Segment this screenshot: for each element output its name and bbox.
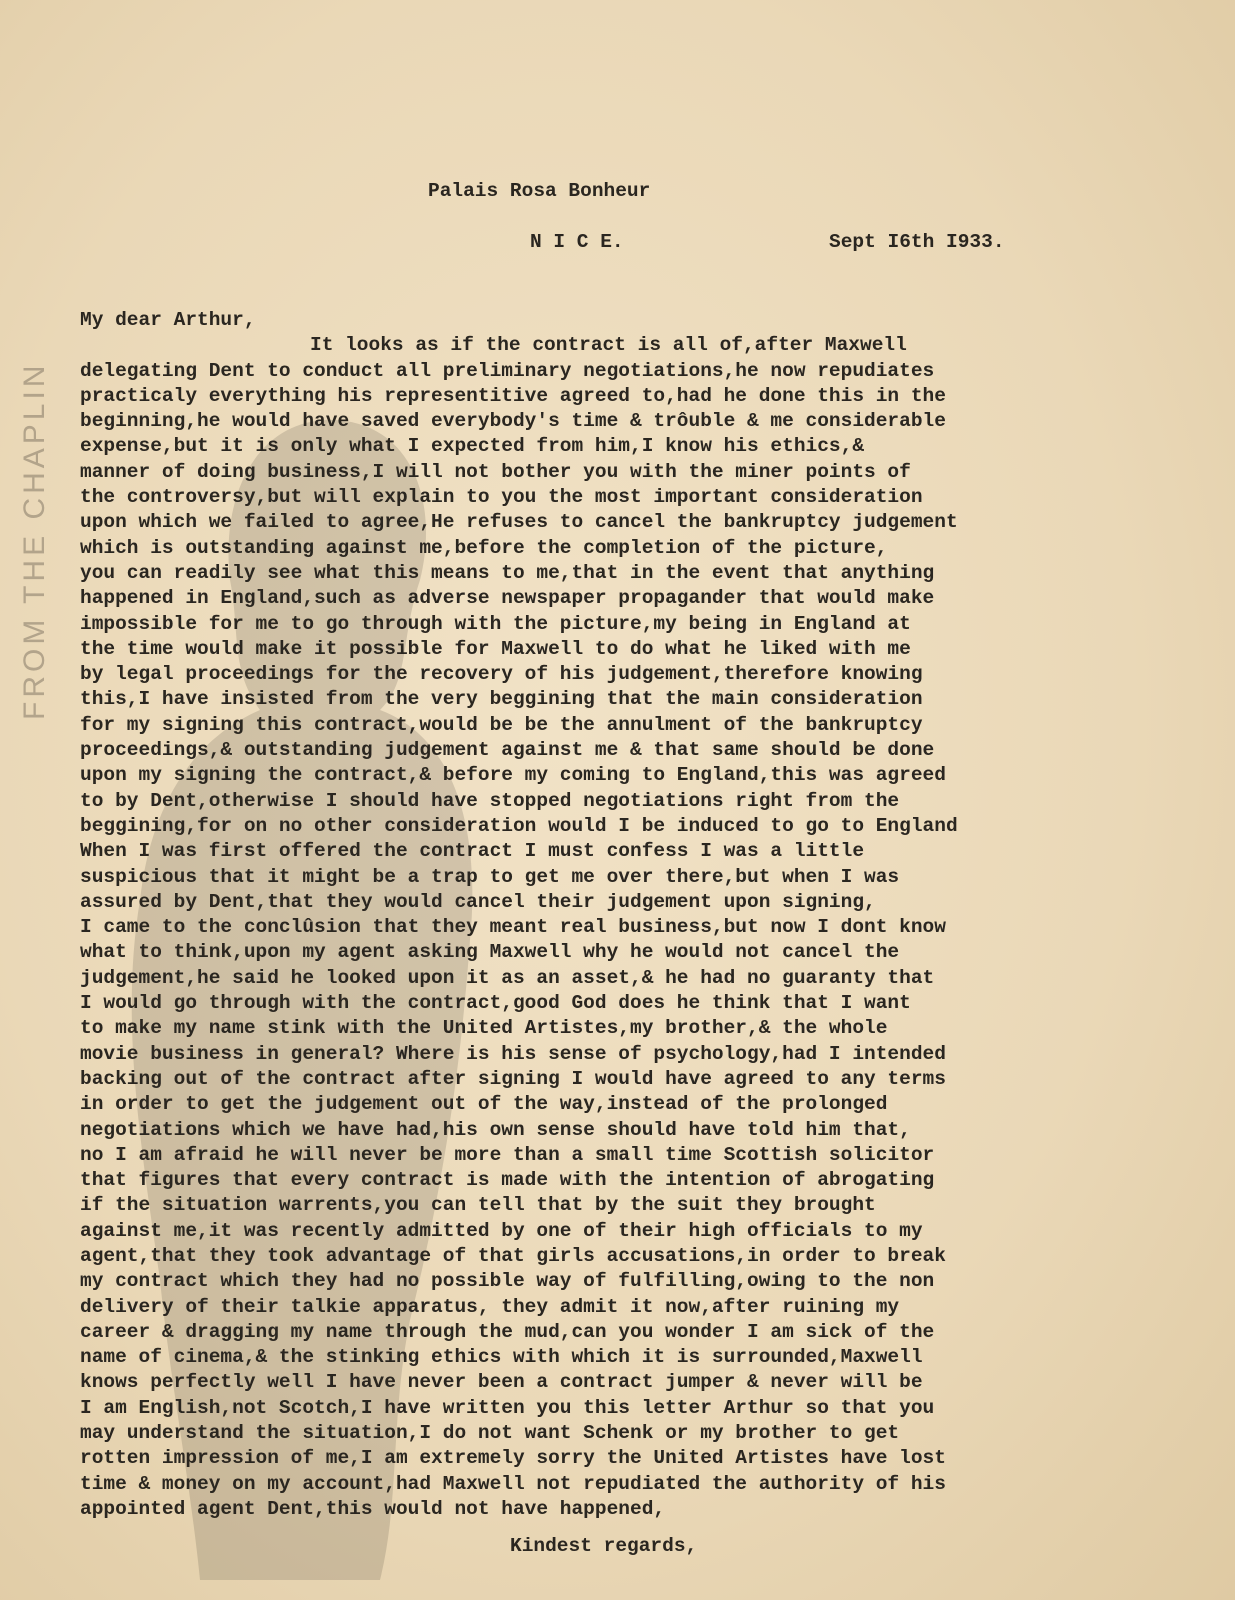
- body-line: movie business in general? Where is his sense of psychology,had I intended: [80, 1042, 946, 1065]
- body-line: It looks as if the contract is all of,after Maxwell: [310, 334, 907, 357]
- body-line: backing out of the contract after signing I would have agreed to any terms: [80, 1067, 946, 1090]
- body-line: happened in England,such as adverse newspaper propagander that would make: [80, 587, 935, 610]
- body-line: to by Dent,otherwise I should have stopped negotiations right from the: [80, 789, 900, 812]
- body-line: this,I have insisted from the very beggining that the main consideration: [80, 688, 923, 711]
- body-line: judgement,he said he looked upon it as an asset,& he had no guaranty that: [80, 966, 935, 989]
- body-line: expense,but it is only what I expected from him,I know his ethics,&: [80, 435, 865, 458]
- closing: Kindest regards,: [510, 1535, 698, 1557]
- body-line: beginning,he would have saved everybody's time & trôuble & me considerable: [80, 410, 946, 433]
- body-line: you can readily see what this means to me,that in the event that anything: [80, 561, 935, 584]
- body-line: no I am afraid he will never be more than a small time Scottish solicitor: [80, 1143, 935, 1166]
- body-line: agent,that they took advantage of that girls accusations,in order to break: [80, 1244, 946, 1267]
- letterhead-city: N I C E.: [530, 231, 624, 253]
- body-line: my contract which they had no possible way of fulfilling,owing to the non: [80, 1270, 935, 1293]
- body-line: the controversy,but will explain to you the most important consideration: [80, 486, 923, 509]
- body-line: practicaly everything his representitive agreed to,had he done this in the: [80, 384, 946, 407]
- letterhead-address: Palais Rosa Bonheur: [428, 180, 651, 202]
- body-line: proceedings,& outstanding judgement against me & that same should be done: [80, 739, 935, 762]
- body-line: if the situation warrents,you can tell that by the suit they brought: [80, 1194, 876, 1217]
- body-line: knows perfectly well I have never been a contract jumper & never will be: [80, 1371, 923, 1394]
- body-line: appointed agent Dent,this would not have happened,: [80, 1497, 666, 1520]
- body-line: I would go through with the contract,good God does he think that I want: [80, 992, 911, 1015]
- body-line: beggining,for on no other consideration would I be induced to go to England: [80, 814, 958, 837]
- body-line: manner of doing business,I will not bother you with the miner points of: [80, 460, 911, 483]
- body-line: to make my name stink with the United Artistes,my brother,& the whole: [80, 1017, 888, 1040]
- body-line: may understand the situation,I do not want Schenk or my brother to get: [80, 1422, 900, 1445]
- body-line: assured by Dent,that they would cancel their judgement upon signing,: [80, 890, 876, 913]
- letter-date: Sept I6th I933.: [829, 231, 1005, 253]
- body-line: which is outstanding against me,before the completion of the picture,: [80, 536, 888, 559]
- watermark-text: FROM THE CHAPLIN: [18, 361, 51, 720]
- body-line: by legal proceedings for the recovery of his judgement,therefore knowing: [80, 663, 923, 686]
- body-line: upon which we failed to agree,He refuses to cancel the bankruptcy judgement: [80, 511, 958, 534]
- body-line: suspicious that it might be a trap to get me over there,but when I was: [80, 865, 900, 888]
- body-line: I am English,not Scotch,I have written you this letter Arthur so that you: [80, 1396, 935, 1419]
- body-line: that figures that every contract is made with the intention of abrogating: [80, 1169, 935, 1192]
- body-line: I came to the conclûsion that they meant real business,but now I dont know: [80, 916, 946, 939]
- body-line: name of cinema,& the stinking ethics with which it is surrounded,Maxwell: [80, 1346, 923, 1369]
- body-line: against me,it was recently admitted by one of their high officials to my: [80, 1219, 923, 1242]
- body-line: upon my signing the contract,& before my coming to England,this was agreed: [80, 764, 946, 787]
- body-line: time & money on my account,had Maxwell not repudiated the authority of his: [80, 1472, 946, 1495]
- body-line: When I was first offered the contract I must confess I was a little: [80, 840, 865, 863]
- body-line: impossible for me to go through with the picture,my being in England at: [80, 612, 911, 635]
- body-line: delivery of their talkie apparatus, they admit it now,after ruining my: [80, 1295, 900, 1318]
- body-line: the time would make it possible for Maxwell to do what he liked with me: [80, 637, 911, 660]
- body-line: negotiations which we have had,his own sense should have told him that,: [80, 1118, 911, 1141]
- body-line: in order to get the judgement out of the way,instead of the prolonged: [80, 1093, 888, 1116]
- body-line: delegating Dent to conduct all preliminary negotiations,he now repudiates: [80, 359, 935, 382]
- body-line: rotten impression of me,I am extremely sorry the United Artistes have lost: [80, 1447, 946, 1470]
- letter-body: [80, 308, 1220, 1522]
- salutation: My dear Arthur,: [80, 309, 256, 331]
- body-line: career & dragging my name through the mud,can you wonder I am sick of the: [80, 1320, 935, 1343]
- body-line: for my signing this contract,would be be the annulment of the bankruptcy: [80, 713, 923, 736]
- body-line: what to think,upon my agent asking Maxwell why he would not cancel the: [80, 941, 900, 964]
